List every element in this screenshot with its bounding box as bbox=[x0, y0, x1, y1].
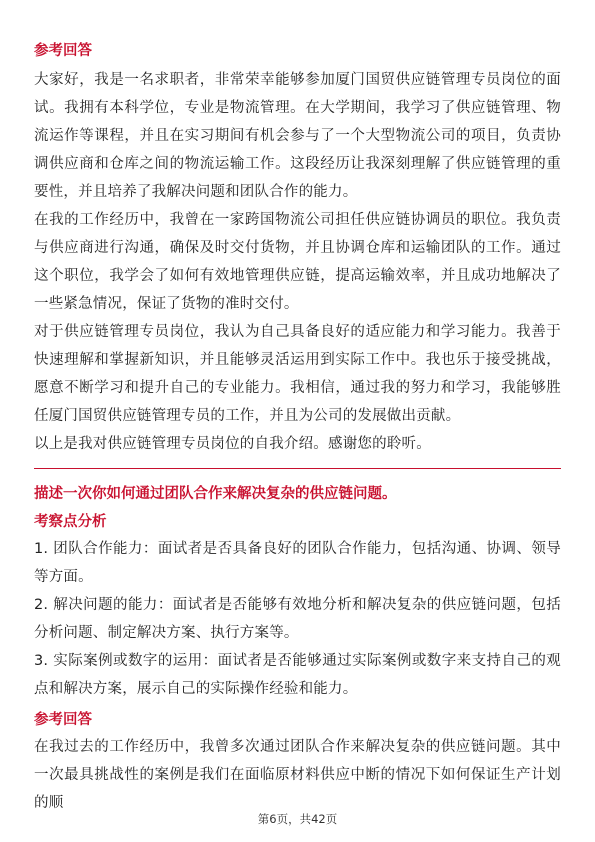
answer-paragraph: 在我过去的工作经历中，我曾多次通过团队合作来解决复杂的供应链问题。其中一次最具挑战性的案例是我们在面临原材料供应中断的情况下如何保证生产计划的顺 bbox=[34, 739, 561, 811]
answer-paragraph: 对于供应链管理专员岗位，我认为自己具备良好的适应能力和学习能力。我善于快速理解和掌握新知识，并且能够灵活运用到实际工作中。我也乐于接受挑战，愿意不断学习和提升自己的专业能力。我相信，通过我的努力和学习，我能够胜任厦门国贸供应链管理专员的工作，并且为公司的发展做出贡献。 bbox=[34, 324, 561, 424]
answer-section-1 bbox=[34, 40, 561, 458]
answer-paragraph: 以上是我对供应链管理专员岗位的自我介绍。感谢您的聆听。 bbox=[34, 436, 431, 452]
answer-paragraph: 在我的工作经历中，我曾在一家跨国物流公司担任供应链协调员的职位。我负责与供应商进行沟通，确保及时交付货物，并且协调仓库和运输团队的工作。通过这个职位，我学会了如何有效地管理供应链，提高运输效率，并且成功地解决了一些紧急情况，保证了货物的准时交付。 bbox=[34, 212, 561, 312]
question-section-2 bbox=[34, 483, 561, 817]
question-title: 描述一次你如何通过团队合作来解决复杂的供应链问题。 bbox=[34, 486, 397, 502]
answer-heading: 参考回答 bbox=[34, 43, 92, 59]
analysis-heading: 考察点分析 bbox=[34, 514, 107, 530]
analysis-item: 2. 解决问题的能力：面试者是否能够有效地分析和解决复杂的供应链问题，包括分析问题、制定解决方案、执行方案等。 bbox=[34, 597, 561, 641]
analysis-item: 3. 实际案例或数字的运用：面试者是否能够通过实际案例或数字来支持自己的观点和解决方案，展示自己的实际操作经验和能力。 bbox=[34, 653, 561, 697]
page-number: 第6页，共42页 bbox=[257, 812, 338, 826]
analysis-item: 1. 团队合作能力：面试者是否具备良好的团队合作能力，包括沟通、协调、领导等方面。 bbox=[34, 541, 561, 585]
answer-paragraph: 大家好，我是一名求职者，非常荣幸能够参加厦门国贸供应链管理专员岗位的面试。我拥有本科学位，专业是物流管理。在大学期间，我学习了供应链管理、物流运作等课程，并且在实习期间有机会参与了一个大型物流公司的项目，负责协调供应商和仓库之间的物流运输工作。这段经历让我深刻理解了供应链管理的重要性，并且培养了我解决问题和团队合作的能力。 bbox=[34, 72, 561, 200]
section-divider bbox=[34, 468, 561, 469]
answer-heading: 参考回答 bbox=[34, 712, 92, 728]
